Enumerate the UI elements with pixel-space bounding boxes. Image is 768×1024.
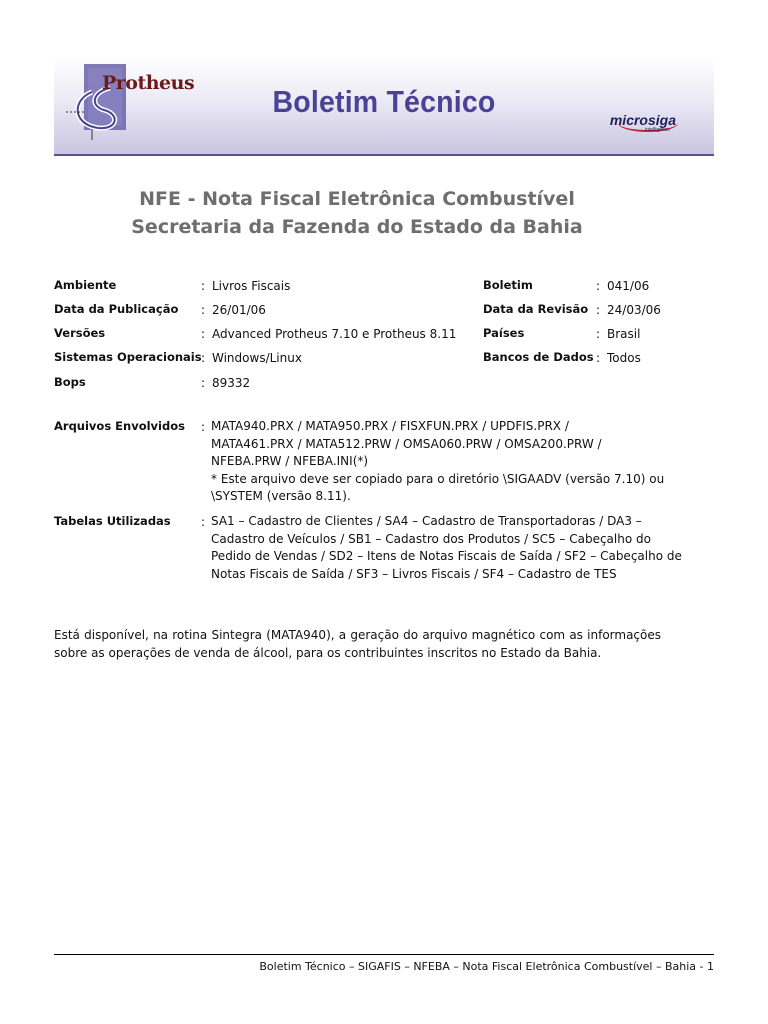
arquivos-line: MATA461.PRX / MATA512.PRW / OMSA060.PRW / OMSA200.PRW / bbox=[211, 436, 602, 451]
arquivos-line: NFEBA.PRW / NFEBA.INI(*) bbox=[211, 454, 369, 468]
data-publicacao-value: 26/01/06 bbox=[212, 303, 266, 317]
header-banner bbox=[54, 56, 714, 156]
colon: : bbox=[596, 327, 601, 341]
colon: : bbox=[596, 351, 601, 365]
page-title: Boletim Técnico bbox=[272, 84, 496, 119]
colon: : bbox=[596, 279, 601, 293]
paises-value: Brasil bbox=[607, 327, 641, 341]
brand-logo: microsiga bbox=[609, 112, 676, 128]
colon: : bbox=[201, 515, 206, 529]
ambiente-value: Livros Fiscais bbox=[212, 279, 291, 293]
data-publicacao-label: Data da Publicação bbox=[54, 302, 179, 316]
bancos-label: Bancos de Dados bbox=[483, 350, 594, 364]
boletim-label: Boletim bbox=[483, 278, 533, 292]
arquivos-note-line: \SYSTEM (versão 8.11). bbox=[211, 489, 351, 503]
footer-divider bbox=[54, 954, 714, 955]
data-revisao-value: 24/03/06 bbox=[607, 303, 661, 317]
colon: : bbox=[201, 420, 206, 434]
footer-text: Boletim Técnico – SIGAFIS – NFEBA – Nota Fiscal Eletrônica Combustível – Bahia - 1 bbox=[259, 960, 714, 973]
colon: : bbox=[201, 303, 206, 317]
arquivos-label: Arquivos Envolvidos bbox=[54, 419, 185, 433]
arquivos-line: MATA940.PRX / MATA950.PRX / FISXFUN.PRX / UPDFIS.PRX / bbox=[211, 419, 569, 433]
logo-wordmark: Protheus bbox=[102, 72, 195, 94]
arquivos-list bbox=[211, 418, 711, 506]
colon: : bbox=[201, 376, 206, 390]
body-paragraph: Está disponível, na rotina Sintegra (MATA940), a geração do arquivo magnético com as informações sobre as operações de venda de álcool, para os contribuintes inscritos no Estado da Bahia. bbox=[54, 628, 661, 660]
colon: : bbox=[596, 303, 601, 317]
tabelas-line: SA1 – Cadastro de Clientes / SA4 – Cadastro de Transportadoras / DA3 – bbox=[211, 514, 642, 528]
document-title: NFE - Nota Fiscal Eletrônica Combustível bbox=[139, 188, 575, 210]
data-revisao-label: Data da Revisão bbox=[483, 302, 589, 316]
colon: : bbox=[201, 351, 206, 365]
tabelas-line: Cadastro de Veículos / SB1 – Cadastro dos Produtos / SC5 – Cabeçalho do bbox=[211, 531, 651, 546]
tabelas-line: Notas Fiscais de Saída / SF3 – Livros Fiscais / SF4 – Cadastro de TES bbox=[211, 566, 617, 581]
boletim-value: 041/06 bbox=[607, 279, 650, 293]
bops-value: 89332 bbox=[212, 376, 251, 390]
sistemas-value: Windows/Linux bbox=[212, 351, 302, 365]
tabelas-label: Tabelas Utilizadas bbox=[54, 514, 171, 528]
versoes-value: Advanced Protheus 7.10 e Protheus 8.11 bbox=[212, 327, 457, 341]
ambiente-label: Ambiente bbox=[54, 278, 117, 292]
bancos-value: Todos bbox=[607, 351, 641, 365]
colon: : bbox=[201, 279, 206, 293]
paises-label: Países bbox=[483, 326, 525, 340]
tabelas-line: Pedido de Vendas / SD2 – Itens de Notas Fiscais de Saída / SF2 – Cabeçalho de bbox=[211, 549, 682, 563]
bops-label: Bops bbox=[54, 375, 86, 389]
arquivos-note-line: * Este arquivo deve ser copiado para o diretório \SIGAADV (versão 7.10) ou bbox=[211, 471, 665, 486]
brand-tagline: intelligence bbox=[644, 127, 670, 133]
sistemas-label: Sistemas Operacionais bbox=[54, 350, 202, 364]
colon: : bbox=[201, 327, 206, 341]
versoes-label: Versões bbox=[54, 326, 106, 340]
tabelas-list bbox=[211, 513, 711, 583]
document-subtitle: Secretaria da Fazenda do Estado da Bahia bbox=[131, 216, 583, 238]
